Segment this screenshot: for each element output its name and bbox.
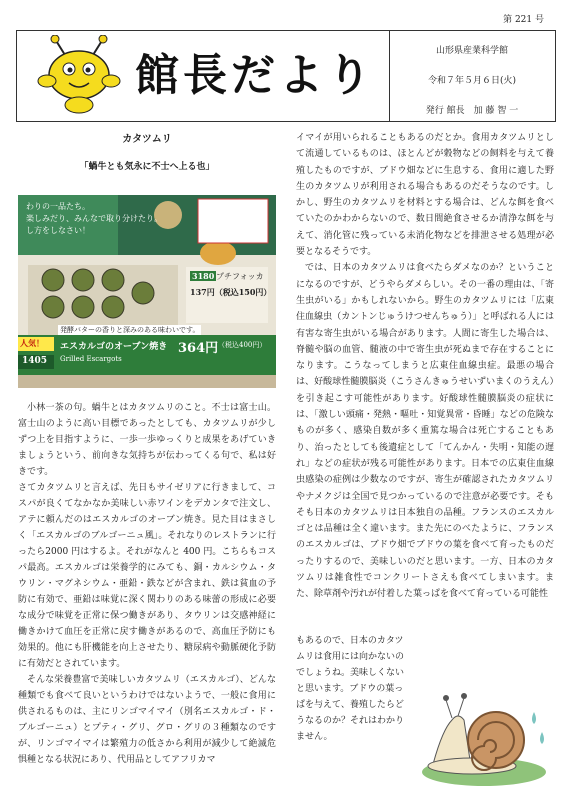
snail-illustration-icon [412,660,552,790]
museum-name: 山形県産業科学館 [435,46,508,56]
photo-label-top2: 楽しみだり、みんなで取り分けたり。 [26,214,162,223]
newsletter-title: 館長だより [135,50,375,101]
popular-badge: 人気！ [20,338,44,348]
paragraph: では、日本のカタツムリは食べたらダメなのか？ということになるのですが、どうやらダメらしい。その一番の理由は、「寄生虫がいる」かもしれないから。野生のカタツムリには「広東住血線虫（カントンじゅうけつせんちゅう）」と呼ばれる人には有害な寄生虫がいる場合があります。人間に寄生した場合は、脊髄や脳の血管、髄液の中で寄生虫が死ぬまで存在することになります。こうなってしまうと広東住血線虫症。最悪の場合は、好酸球性髄膜脳炎（こうさんきゅうせいずいまくのうえん）を引き起こす可能性があります。好酸球性髄膜脳炎の症状には、「激しい頭痛・発熱・嘔吐・知覚異常・昏睡」などの危険なものが多く、感染自数が多く重篤な場合は死亡することもあり、治ったとしても後遺症として「てんかん・失明・知能の遅れ」などの症状が残る可能性があります。日本での広東住血線虫感染の症例は少数なのですが、寄生が確認されたカタツムリやナメクジは全国で見つかっているので注意が必要です。そもそも日本のカタツムリは日本独自の品種。フランスのエスカルゴとは品種は全く違います。また先にのべたように、フランスのエスカルゴは、ブドウ畑でブドウの葉を食べて育ったものだったりするので、美味しいのだと思います。一方、日本のカタツムリは雑食性でコンクリートさえも食べてしまいます。また、除草剤や汚れが付着した葉っぱを食べて育っている可能性 [296,263,554,600]
menu-code: 1405 [22,356,48,366]
mascot-icon [35,35,125,117]
photo-label-top1: わりの一品たち。 [26,202,90,211]
escargot-menu-photo [18,195,276,388]
paragraph: 小林一茶の句。蝸牛とはカタツムリのこと。不士は富士山。富士山のように高い目標であったとしても、カタツムリが少しずつ上を目指すように、一歩一歩ゆっくりと成果をあげていきましょうという、前向きな気持ちが伝わってくる句で、私は好きです。 [18,403,276,477]
dish-name: エスカルゴのオーブン焼き [60,342,168,352]
right-column-text [296,130,554,603]
wrapped-closing-text: もあるので、日本のカタツムリは食用には向かないのでしょうね。美味しくないと思います。ブドウの葉っぱを与えて、養殖したらどうなるのか？それはわかりません。 [296,636,405,742]
left-column-text [18,400,276,768]
dish-english: Grilled Escargots [60,355,122,363]
dish-price-tax: （税込400円） [218,341,267,349]
photo-tagline: 発酵バターの香りと深みのある味わいです。 [60,326,200,334]
newsletter-header [16,30,556,122]
photo-label-top3: し方をしなさい！ [26,226,90,235]
article-heading [18,130,276,172]
author: 発行 館長 加 藤 智 一 [425,106,519,116]
section-title: カタツムリ [122,134,172,145]
side-dish-name: プチフォッカ [216,272,264,281]
paragraph: さてカタツムリと言えば、先日もサイゼリアに行きまして、コスパが良くてなかなか美味しい赤ワインをデカンタで注文し、アテに頼んだのはエスカルゴのオーブン焼き。見た目はまさしく「エスカルゴのブルゴーニュ風」。それなりのレストランに行ったら2000 円はするよ。それがなんと 400 円。こちらもコスパ最高。エスカルゴは栄養学的にみても、銅・カルシウム・タウリン・マグネシウム・亜鉛・鉄などが含まれ、鉄は貧血の予防に有効で、亜鉛は味覚に深く関わりのある味蕾の形成に必要な成分で味覚を正常に保つ働きがあり、タウリンは交感神経に働きかけて血圧を正常に戻す働きがあるので、高血圧予防にも効果的。他にも肝機能を向上させたり、糖尿病や動脈硬化予防に有効だとされています。 [18,483,276,669]
article-subtitle: 「蝸牛とも気永に不士へ上る也」 [79,162,215,172]
dish-price: 364円 [178,341,219,356]
issue-number: 第 221 号 [503,15,544,25]
side-dish-code: 3180 [192,271,215,281]
paragraph: イマイが用いられることもあるのだとか。食用カタツムリとして流通しているものは、ほとんどが穀物などの飼料を与えて養殖したものですが、ブドウ畑などに生息する、食用に適した野生のカタツムリが利用される場合もあるのだそうなのです。しかし、野生のカタツムリを材料とする場合は、どんな餌を食べていたのかわからないので、数日間絶食させるか清浄な餌を与えて、消化管に残っている未消化物などを排泄させる処理が必要となるそうです。 [296,133,554,258]
paragraph: そんな栄養豊富で美味しいカタツムリ（エスカルゴ）、どんな種類でも食べて良いというわけではないようで、一般に食用に供されるものは、主にリンゴマイマイ（別名エスカルゴ・ド・ブルゴーニュ）とプティ・グリ、グロ・グリの３種類なのですが、リンゴマイマイは繁殖力の低さから利用が減少して絶滅危惧種となる状況にあり、代用品としてアフリカマ [18,675,276,765]
publish-date: 令和７年５月６日(火) [427,76,517,86]
side-dish-price: 137円（税込150円） [190,287,272,297]
